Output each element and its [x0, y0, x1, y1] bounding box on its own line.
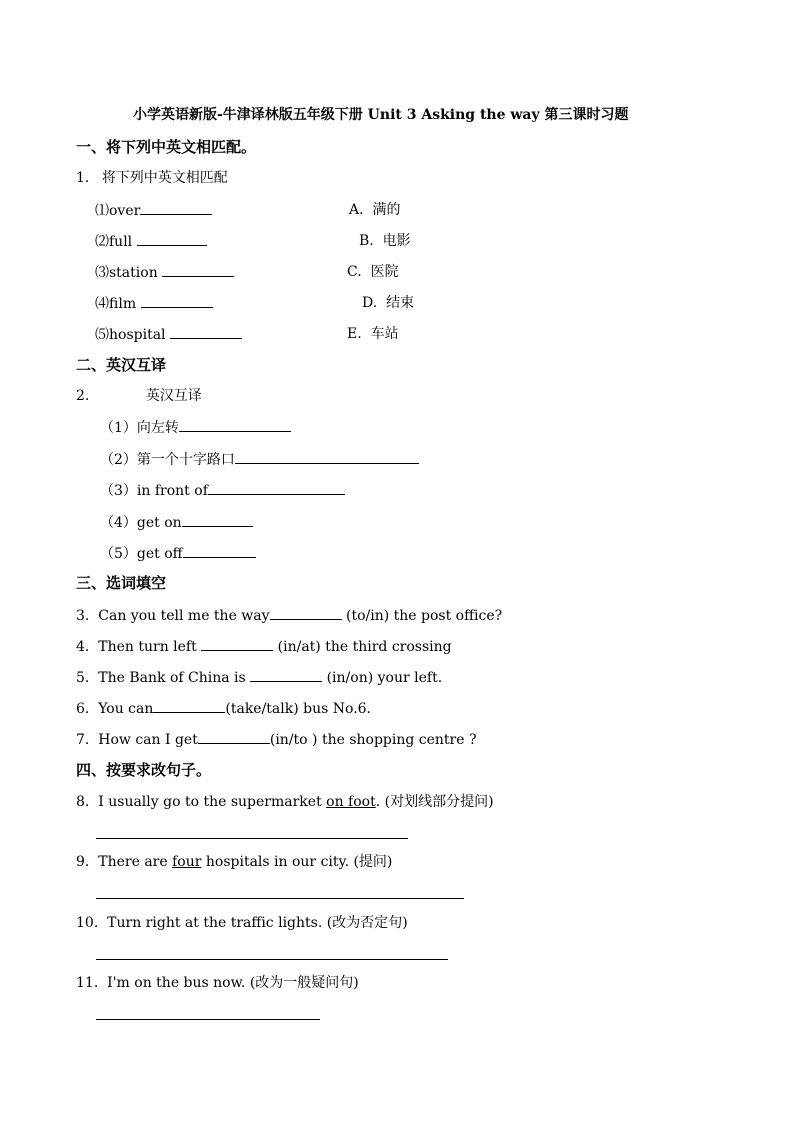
match-left-3 [95, 262, 234, 283]
question-number: 5. [76, 670, 90, 686]
option-letter: D. [362, 295, 378, 311]
sentence-text: Turn right at the traffic lights. (改为否定句) [107, 915, 408, 931]
item-text: get off [136, 546, 183, 562]
question-number: 8. [76, 794, 90, 810]
item-number: （2） [100, 452, 137, 468]
item-text: 第一个十字路口 [136, 452, 235, 468]
sentence-end: . (对划线部分提问) [375, 794, 494, 810]
translate-item-5 [100, 543, 256, 564]
section2-heading: 二、英汉互译 [76, 356, 167, 374]
sentence-start: How can I get [98, 732, 198, 748]
item-text: 向左转 [136, 420, 179, 436]
english-word: hospital [109, 327, 166, 343]
answer-blank[interactable] [182, 512, 253, 527]
answer-blank[interactable] [208, 480, 345, 495]
sentence-start: Then turn left [98, 639, 197, 655]
answer-blank[interactable] [201, 636, 273, 651]
sentence-end: (take/talk) bus No.6. [225, 701, 372, 717]
answer-blank[interactable] [250, 667, 322, 682]
match-left-4 [95, 293, 213, 314]
fill-item-3 [76, 605, 502, 626]
sentence-end: (in/on) your left. [326, 670, 443, 686]
option-letter: C. [347, 264, 362, 280]
english-word: film [109, 296, 137, 312]
answer-blank[interactable] [183, 543, 256, 558]
question-number: 6. [76, 701, 90, 717]
chinese-meaning: 电影 [382, 233, 411, 249]
question-number: 7. [76, 732, 90, 748]
answer-blank[interactable] [153, 698, 225, 713]
section3-heading: 三、选词填空 [76, 574, 167, 592]
match-left-2 [95, 231, 207, 252]
english-word: over [109, 203, 141, 219]
translate-item-4 [100, 512, 253, 533]
sentence-start: The Bank of China is [98, 670, 246, 686]
chinese-meaning: 车站 [370, 326, 399, 342]
item-number: ⑷ [95, 296, 109, 312]
option-letter: E. [347, 326, 362, 342]
option-letter: B. [359, 233, 374, 249]
item-number: ⑵ [95, 234, 109, 250]
answer-blank[interactable] [162, 262, 234, 277]
question-number: 1. [76, 170, 90, 186]
question-1 [76, 168, 228, 188]
underlined-phrase: on foot [326, 794, 376, 810]
match-right-e [347, 324, 399, 344]
match-right-a [349, 200, 400, 220]
sentence-end: (in/to ) the shopping centre ? [269, 732, 477, 748]
item-text: get on [136, 515, 182, 531]
sentence-end: (to/in) the post office? [346, 608, 503, 624]
question-text: 将下列中英文相匹配 [101, 170, 228, 186]
match-right-b [359, 231, 411, 251]
sentence-start: Can you tell me the way [98, 608, 270, 624]
answer-blank[interactable] [140, 200, 212, 215]
fill-item-7 [76, 729, 477, 750]
fill-item-4 [76, 636, 452, 657]
sentence-start: I usually go to the supermarket [98, 794, 327, 810]
item-number: ⑴ [95, 203, 109, 219]
question-number: 3. [76, 608, 90, 624]
answer-line[interactable] [96, 838, 408, 839]
english-word: station [109, 265, 158, 281]
item-number: ⑶ [95, 265, 109, 281]
question-number: 4. [76, 639, 90, 655]
rewrite-item-8 [76, 792, 494, 812]
english-word: full [109, 234, 133, 250]
chinese-meaning: 医院 [370, 264, 399, 280]
question-number: 2. [76, 388, 90, 404]
question-number: 11. [76, 975, 99, 991]
answer-blank[interactable] [270, 605, 342, 620]
question-text: 英汉互译 [145, 388, 202, 404]
chinese-meaning: 满的 [372, 202, 401, 218]
sentence-end: (in/at) the third crossing [277, 639, 452, 655]
match-right-c [347, 262, 399, 282]
translate-item-2 [100, 449, 419, 470]
item-number: （1） [100, 420, 137, 436]
rewrite-item-10 [76, 913, 408, 933]
item-number: （4） [100, 515, 137, 531]
answer-line[interactable] [96, 898, 464, 899]
answer-blank[interactable] [179, 417, 291, 432]
chinese-meaning: 结束 [386, 295, 415, 311]
answer-blank[interactable] [170, 324, 242, 339]
match-left-1 [95, 200, 212, 221]
item-number: （3） [100, 483, 137, 499]
answer-blank[interactable] [198, 729, 270, 744]
answer-blank[interactable] [137, 231, 207, 246]
fill-item-5 [76, 667, 442, 688]
match-right-d [362, 293, 414, 313]
section4-heading: 四、按要求改句子。 [76, 761, 212, 779]
item-number: （5） [100, 546, 137, 562]
answer-line[interactable] [96, 959, 448, 960]
fill-item-6 [76, 698, 371, 719]
section1-heading: 一、将下列中英文相匹配。 [76, 138, 257, 156]
question-number: 9. [76, 854, 90, 870]
sentence-start: You can [98, 701, 154, 717]
rewrite-item-9 [76, 852, 392, 872]
sentence-start: There are [98, 854, 173, 870]
answer-blank[interactable] [235, 449, 419, 464]
option-letter: A. [349, 202, 364, 218]
underlined-phrase: four [172, 854, 202, 870]
rewrite-item-11 [76, 973, 359, 993]
item-number: ⑸ [95, 327, 109, 343]
answer-line[interactable] [96, 1019, 320, 1020]
answer-blank[interactable] [141, 293, 213, 308]
translate-item-1 [100, 417, 291, 438]
item-text: in front of [136, 483, 208, 499]
question-2 [76, 386, 202, 406]
match-left-5 [95, 324, 242, 345]
translate-item-3 [100, 480, 345, 501]
worksheet-title: 小学英语新版-牛津译林版五年级下册 Unit 3 Asking the way 第三课时习题 [133, 107, 629, 123]
question-number: 10. [76, 915, 99, 931]
sentence-end: hospitals in our city. (提问) [201, 854, 393, 870]
sentence-text: I'm on the bus now. (改为一般疑问句) [107, 975, 359, 991]
